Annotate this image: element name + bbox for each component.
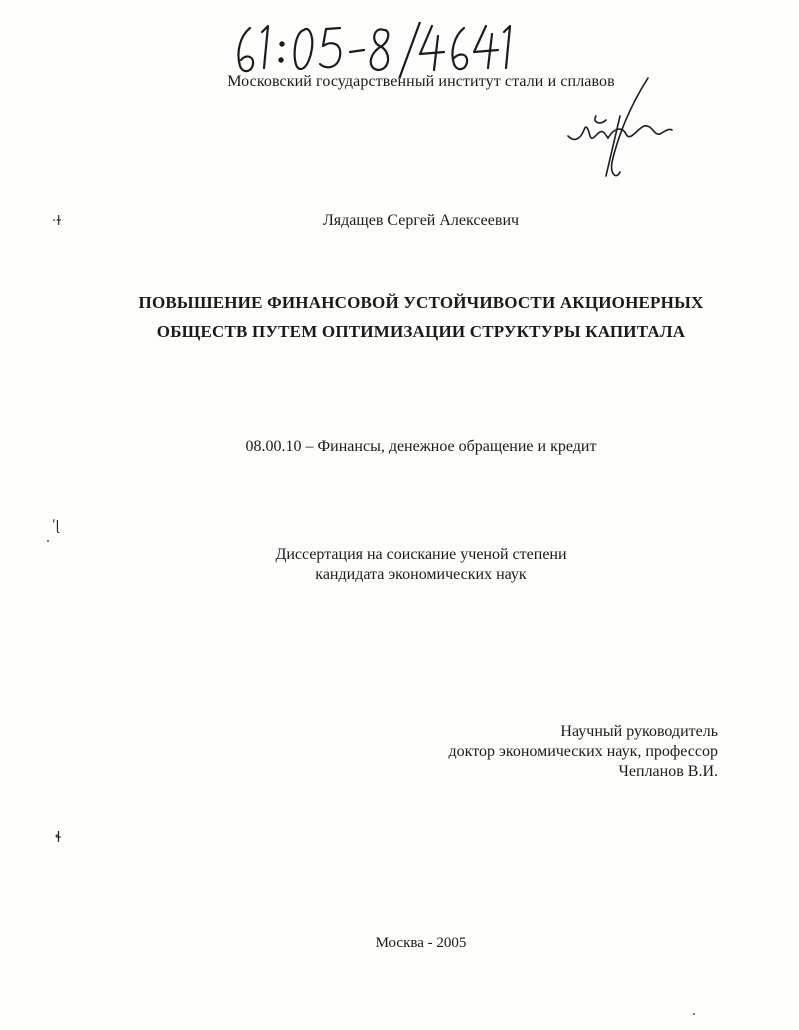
author-name: Лядащев Сергей Алексеевич xyxy=(322,212,520,229)
scan-speck xyxy=(47,540,49,542)
supervisor-signature xyxy=(560,76,680,186)
degree-statement xyxy=(0,545,799,585)
city-year: Москва - 2005 xyxy=(375,935,467,951)
supervisor-degree: доктор экономических наук, профессор xyxy=(448,743,718,760)
scan-speck xyxy=(693,1013,695,1015)
title-line-1: ПОВЫШЕНИЕ ФИНАНСОВОЙ УСТОЙЧИВОСТИ АКЦИОНЕРНЫХ xyxy=(138,293,704,312)
institute-name: Московский государственный институт стали и сплавов xyxy=(227,73,615,90)
title-line-2: ОБЩЕСТВ ПУТЕМ ОПТИМИЗАЦИИ СТРУКТУРЫ КАПИТАЛА xyxy=(156,322,686,341)
degree-line-2: кандидата экономических наук xyxy=(315,566,527,583)
supervisor-role: Научный руководитель xyxy=(560,723,718,740)
supervisor-name: Чепланов В.И. xyxy=(618,763,718,780)
margin-mark-1: ·ɫ xyxy=(52,214,62,229)
margin-mark-3: ɬ xyxy=(55,830,62,846)
specialty-code: 08.00.10 – Финансы, денежное обращение и кредит xyxy=(245,438,597,455)
supervisor-block xyxy=(449,722,719,782)
degree-line-1: Диссертация на соискание ученой степени xyxy=(275,546,567,563)
dissertation-title xyxy=(0,288,799,346)
margin-mark-2: ʹɭ xyxy=(52,519,60,534)
handwritten-archive-number xyxy=(232,22,512,78)
